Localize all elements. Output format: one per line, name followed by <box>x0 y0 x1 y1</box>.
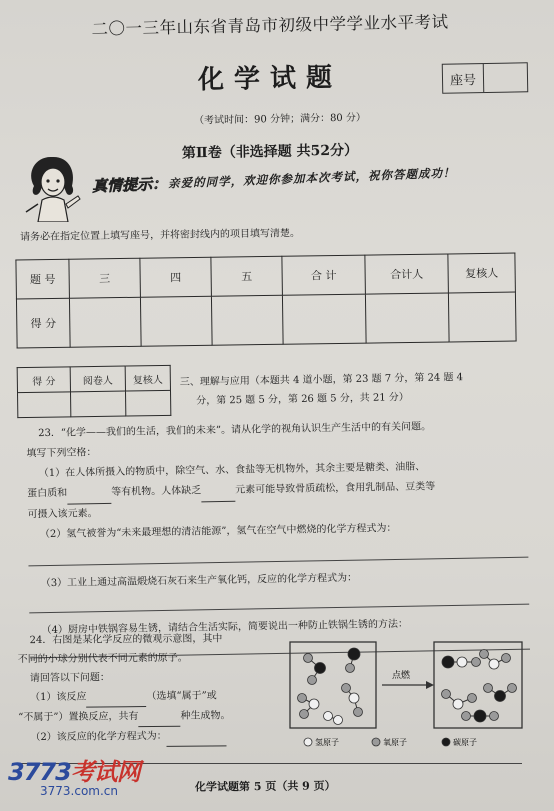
score-header-cell: 四 <box>140 257 212 297</box>
score-cell[interactable] <box>365 293 449 343</box>
watermark-logo-text: 考试网 <box>70 758 140 786</box>
tip-text: 亲爱的同学，欢迎你参加本次考试，祝你答题成功！ <box>167 165 456 191</box>
exam-name: 二〇一三年山东省青岛市初级中学学业水平考试 <box>91 12 449 39</box>
oxygen-legend-icon <box>372 738 380 746</box>
seat-number-box <box>442 62 529 93</box>
q23-intro: 填写下列空格： <box>26 447 97 460</box>
score-cell[interactable] <box>448 292 516 342</box>
score-cell[interactable] <box>211 295 283 345</box>
score-header-cell: 合 计 <box>282 255 366 295</box>
q23-sub4: （4）厨房中铁锅容易生锈，请结合生活实际，简要说出一种防止铁锅生锈的方法： <box>41 618 409 637</box>
grader-header-cell: 阅卷人 <box>70 366 125 392</box>
q24-text: 请回答以下问题： <box>29 672 110 685</box>
q23-sub2: （2）氢气被誉为“未来最理想的清洁能源”，氢气在空气中燃烧的化学方程式为： <box>39 522 397 541</box>
grader-cell[interactable] <box>125 390 170 416</box>
score-cell[interactable] <box>140 296 212 346</box>
grader-cell[interactable] <box>18 392 71 418</box>
q24-sub1: （1）该反应 （选填“属于”或 <box>18 686 288 708</box>
answer-blank[interactable] <box>67 483 111 505</box>
exam-info: （考试时间：90 分钟；满分：80 分） <box>194 112 367 127</box>
score-header-cell: 五 <box>211 256 283 296</box>
page-title: 化学试题 <box>197 62 343 96</box>
grader-header-cell: 复核人 <box>125 365 170 391</box>
answer-blank[interactable] <box>138 707 180 727</box>
reaction-diagram <box>288 638 528 750</box>
score-header-cell: 三 <box>69 258 141 298</box>
legend-hydrogen: 氢原子 <box>315 738 339 747</box>
question-24 <box>17 629 288 748</box>
legend-carbon: 碳原子 <box>453 738 477 747</box>
grader-cell[interactable] <box>71 391 126 417</box>
hydrogen-legend-icon <box>304 738 312 746</box>
answer-blank[interactable] <box>86 687 146 708</box>
carbon-legend-icon <box>442 738 450 746</box>
answer-blank[interactable] <box>201 481 235 503</box>
page-footer: 化学试题第 5 页（共 9 页） <box>194 779 336 794</box>
grader-table <box>17 365 172 418</box>
part-heading: 第Ⅱ卷（非选择题 共52分） <box>181 142 359 162</box>
tip-label: 真情提示： <box>91 174 168 196</box>
seat-number-field[interactable] <box>484 63 527 92</box>
score-table <box>15 253 516 349</box>
q24-sub1-cont: “不属于”）置换反应，共有 种生成物。 <box>18 706 288 728</box>
score-cell[interactable] <box>69 297 141 347</box>
q23-intro: 23．“化学——我们的生活，我们的未来”。请从化学的视角认识生产生活中的有关问题。 <box>38 421 432 440</box>
score-header-cell: 合计人 <box>365 254 449 294</box>
watermark-logo <box>8 752 140 787</box>
q23-sub1: （1）在人体所摄入的物质中，除空气、水、食盐等无机物外，其余主要是糖类、油脂、 <box>38 461 426 480</box>
q24-sub2: （2）该反应的化学方程式为： <box>18 726 288 748</box>
q24-text: 24．右图是某化学反应的微观示意图，其中 <box>29 633 223 647</box>
seat-label: 座号 <box>443 64 484 93</box>
watermark-url: 3773.com.cn <box>40 784 118 798</box>
q23-sub1-end: 可摄入该元素。 <box>27 508 98 521</box>
q23-sub1-cont: 蛋白质和 等有机物。人体缺乏 元素可能导致骨质疏松，食用乳制品、豆类等 <box>27 476 527 506</box>
score-cell[interactable] <box>282 294 366 344</box>
question-23 <box>26 416 530 659</box>
score-header-cell: 题 号 <box>16 259 70 299</box>
q24-text: 不同的小球分别代表不同元素的原子。 <box>17 652 188 666</box>
score-row-label: 得 分 <box>16 298 70 348</box>
section-3-line: 分，第 25 题 5 分，第 26 题 5 分，共 21 分） <box>196 392 409 407</box>
notice-text: 请务必在指定位置上填写座号，并将密封线内的项目填写清楚。 <box>19 228 301 243</box>
watermark-logo-number: 3773 <box>8 758 71 786</box>
score-header-cell: 复核人 <box>448 253 516 293</box>
arrow-label: 点燃 <box>392 671 411 681</box>
q23-sub3: （3）工业上通过高温煅烧石灰石来生产氧化钙，反应的化学方程式为： <box>40 572 358 590</box>
section-3-heading <box>180 367 531 411</box>
answer-blank[interactable] <box>167 726 227 747</box>
legend-oxygen: 氧原子 <box>383 738 407 747</box>
section-3-line: 三、理解与应用（本题共 4 道小题，第 23 题 7 分，第 24 题 4 <box>179 372 464 389</box>
grader-header-cell: 得 分 <box>17 367 70 393</box>
cartoon-teacher-icon <box>22 152 84 222</box>
